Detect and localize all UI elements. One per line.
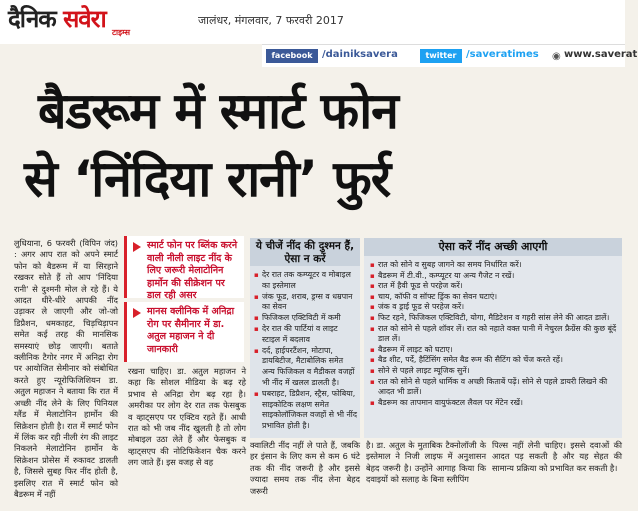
article-column-2: रखना चाहिए। डा. अतुल महाजन ने कहा कि सोशल मीडिया के बढ़ रहे प्रभाव से अनिद्रा रोग बढ़ रहा है। अमरीका पर लोग देर रात तक फेसबुक व व्हाट्सएप पर एक्टिव रहते हैं। आधी रात को भी जब नींद खुलती है तो लोग मोबाइल उठा लेते हैं और फेसबुक व व्हाट्सएप की नोटिफिकेशन चैक करने लग जाते हैं। इस वजह से वह — [128, 366, 246, 468]
dangers-list — [254, 270, 358, 432]
dos-title: ऐसा करें नींद अच्छी आएगी — [364, 238, 622, 256]
list-item: ▪ चाय, कॉफी व सॉफ्ट ड्रिंक का सेवन घटाएं। — [370, 292, 618, 303]
list-item: ▪ रात में हैवी फूड से परहेज करें। — [370, 281, 618, 292]
callout-text-1: स्मार्ट फोन पर ब्लिंक करने वाली नीली लाइट नींद के लिए जरूरी मेलाटोनिन हार्मोन की सीक्रेशन पर डाल रही असर — [147, 240, 238, 301]
list-item: ▪ बैडरूम में टी.वी., कम्प्यूटर या अन्य गैजेट न रखें। — [370, 271, 618, 282]
list-item: ▪ बैड शीट, पर्दे, हैटिंसिंग समेत बैड रूम की सैटिंग को चेंज करते रहें। — [370, 355, 618, 366]
article-column-1: लुधियाना, 6 फरवरी (विपिन जंद) : अगर आप रात को अपने स्मार्ट फोन को बैडरूम में या सिरहाने रखकर सोते हैं तो आप 'निंदिया रानी' से दुश्मनी मोल ले रहे हैं। ये आदत धीरे-धीरे आपकी नींद उड़ाकर ले जाएगी और जो-जो डिप्रैशन, धमकाहट, चिड़चिड़ापन समेत कई तरह की मानसिक समस्याएं छोड़ जाएगी। बताते क्लीनिक टैगोर नगर में अनिद्रा रोग पर आयोजित सेमीनार को संबोधित करते हुए न्यूरोफिजिशियन डा. अतुल महाजन ने बताया कि रात में अच्छी नींद लेने के लिए पिनियल ग्लैंड में मेलाटोनिन हार्मोन की सिक्रेशन होती है। रात में स्मार्ट फोन में लिंक कर रही नीली रंग की लाइट निकलने मेलाटोनिन हार्मोन के सिक्रेशन प्रोसेस में रुकावट डालती है, जिससे सुबह फिर नींद होती है, इसलिए रात में स्मार्ट फोन को बैडरूम में नहीं — [14, 238, 118, 499]
list-item: ▪ देर रात की पार्टियां व लाइट स्टाइल में बदलाव — [254, 324, 358, 346]
callout-box-2 — [124, 302, 244, 362]
website-link[interactable]: www.saverat — [564, 49, 638, 60]
list-item: ▪ दर्द, हाईपरटैंशन, मोटापा, डायबिटीज, मैटाबोलिक समेत अन्य फिजिकल व मैडीकल वजहों भी नींद में खलल डालती है। — [254, 346, 358, 389]
list-item: ▪ फिजिकल एक्टिविटी में कमी — [254, 313, 358, 324]
dangers-box — [250, 238, 360, 438]
masthead — [0, 0, 625, 44]
list-item: ▪ बैडरूम का तापमान वायुफंक्टल लैवल पर मेंटेन रखें। — [370, 398, 618, 409]
list-item: ▪ रात को सोने से पहले शॉवर लें। रात को नहाते वक्त पानी में नेचुरल फ्रैग्रेंस की कुछ बूंदें डाल लें। — [370, 324, 618, 345]
newspaper-logo[interactable] — [8, 2, 106, 35]
triangle-bullet-icon — [133, 308, 141, 318]
facebook-handle[interactable]: /dainiksavera — [322, 49, 398, 60]
twitter-handle[interactable]: /saveratimes — [466, 49, 539, 60]
list-item: ▪ घबराहट, डिप्रैशन, स्ट्रैस, फोबिया, साइकोटिक लक्षण समेत साइकोलॉजिकल वजहों से भी नींद प्रभावित होती है। — [254, 389, 358, 432]
list-item: ▪ फिट रहने, फिजिकल एक्टिविटी, योगा, मैडिटेशन व गहरी सांस लेने की आदत डालें। — [370, 313, 618, 324]
social-bar — [262, 44, 638, 67]
globe-icon: ◉ — [552, 51, 561, 62]
triangle-bullet-icon — [133, 242, 141, 252]
headline-line-1: बैडरूम में स्मार्ट फोन — [38, 82, 398, 140]
logo-text-black: दैनिक — [8, 4, 64, 33]
callout-text-2: मानस क्लीनिक में अनिद्रा रोग पर सैमीनार में डा. अतुल महाजन ने दी जानकारी — [147, 306, 235, 355]
dangers-title: ये चीजें नींद की दुश्मन हैं, ऐसा न करें — [250, 238, 360, 266]
article-column-4: है। डा. अतुल के मुताबिक टैक्नोलॉजी के इस्तेमाल ने निजी लाइफ में अनुशासन बेहद जरूरी है। उन्होंने आगाह किया कि दवाइयों को सलाह के बिना स्लीपिंग — [366, 440, 486, 485]
article-column-3: क्वालिटी नींद नहीं ले पाते हैं, जबकि हर इंसान के लिए कम से कम 6 घंटे तक की नींद जरूरी है और इससे ज्यादा समय तक नींद लेना बेहद जरूरी — [250, 440, 360, 496]
article-column-5: पिल्स नहीं लेनी चाहिए। इससे दवाओं की आदत पड़ सकती है और यह सेहत की सामान्य प्रक्रिया को प्रभावित कर सकती है। — [492, 440, 622, 473]
list-item: ▪ रात को सोने व सुबह जागने का समय निर्धारित करें। — [370, 260, 618, 271]
list-item: ▪ जंक फूड, शराब, ड्रग्स व धम्रपान का सेवन — [254, 292, 358, 314]
list-item: ▪ रात को सोने से पहले धार्मिक व अच्छी किताबें पढ़ें। सोने से पहले डायरी लिखने की आदत भी डालें। — [370, 377, 618, 398]
list-item: ▪ सोने से पहले लाइट म्यूजिक सुनें। — [370, 366, 618, 377]
facebook-icon[interactable]: facebook — [266, 49, 318, 63]
logo-text-red: सवेरा — [63, 4, 106, 33]
list-item: ▪ बैडरूम में लाइट को घटाए। — [370, 345, 618, 356]
twitter-icon[interactable]: twitter — [420, 49, 462, 63]
logo-subtitle: टाइम्स — [112, 28, 131, 37]
list-item: ▪ जंक व ड्राई फूड से परहेज करें। — [370, 302, 618, 313]
headline-line-2: से ‘निंदिया रानी’ फुर्र — [24, 150, 391, 208]
dos-box — [364, 238, 622, 438]
dos-list — [370, 260, 618, 408]
list-item: ▪ देर रात तक कम्प्यूटर व मोबाइल का इस्तेमाल — [254, 270, 358, 292]
dateline: जालंधर, मंगलवार, 7 फरवरी 2017 — [198, 14, 344, 27]
callout-box-1 — [124, 236, 244, 301]
